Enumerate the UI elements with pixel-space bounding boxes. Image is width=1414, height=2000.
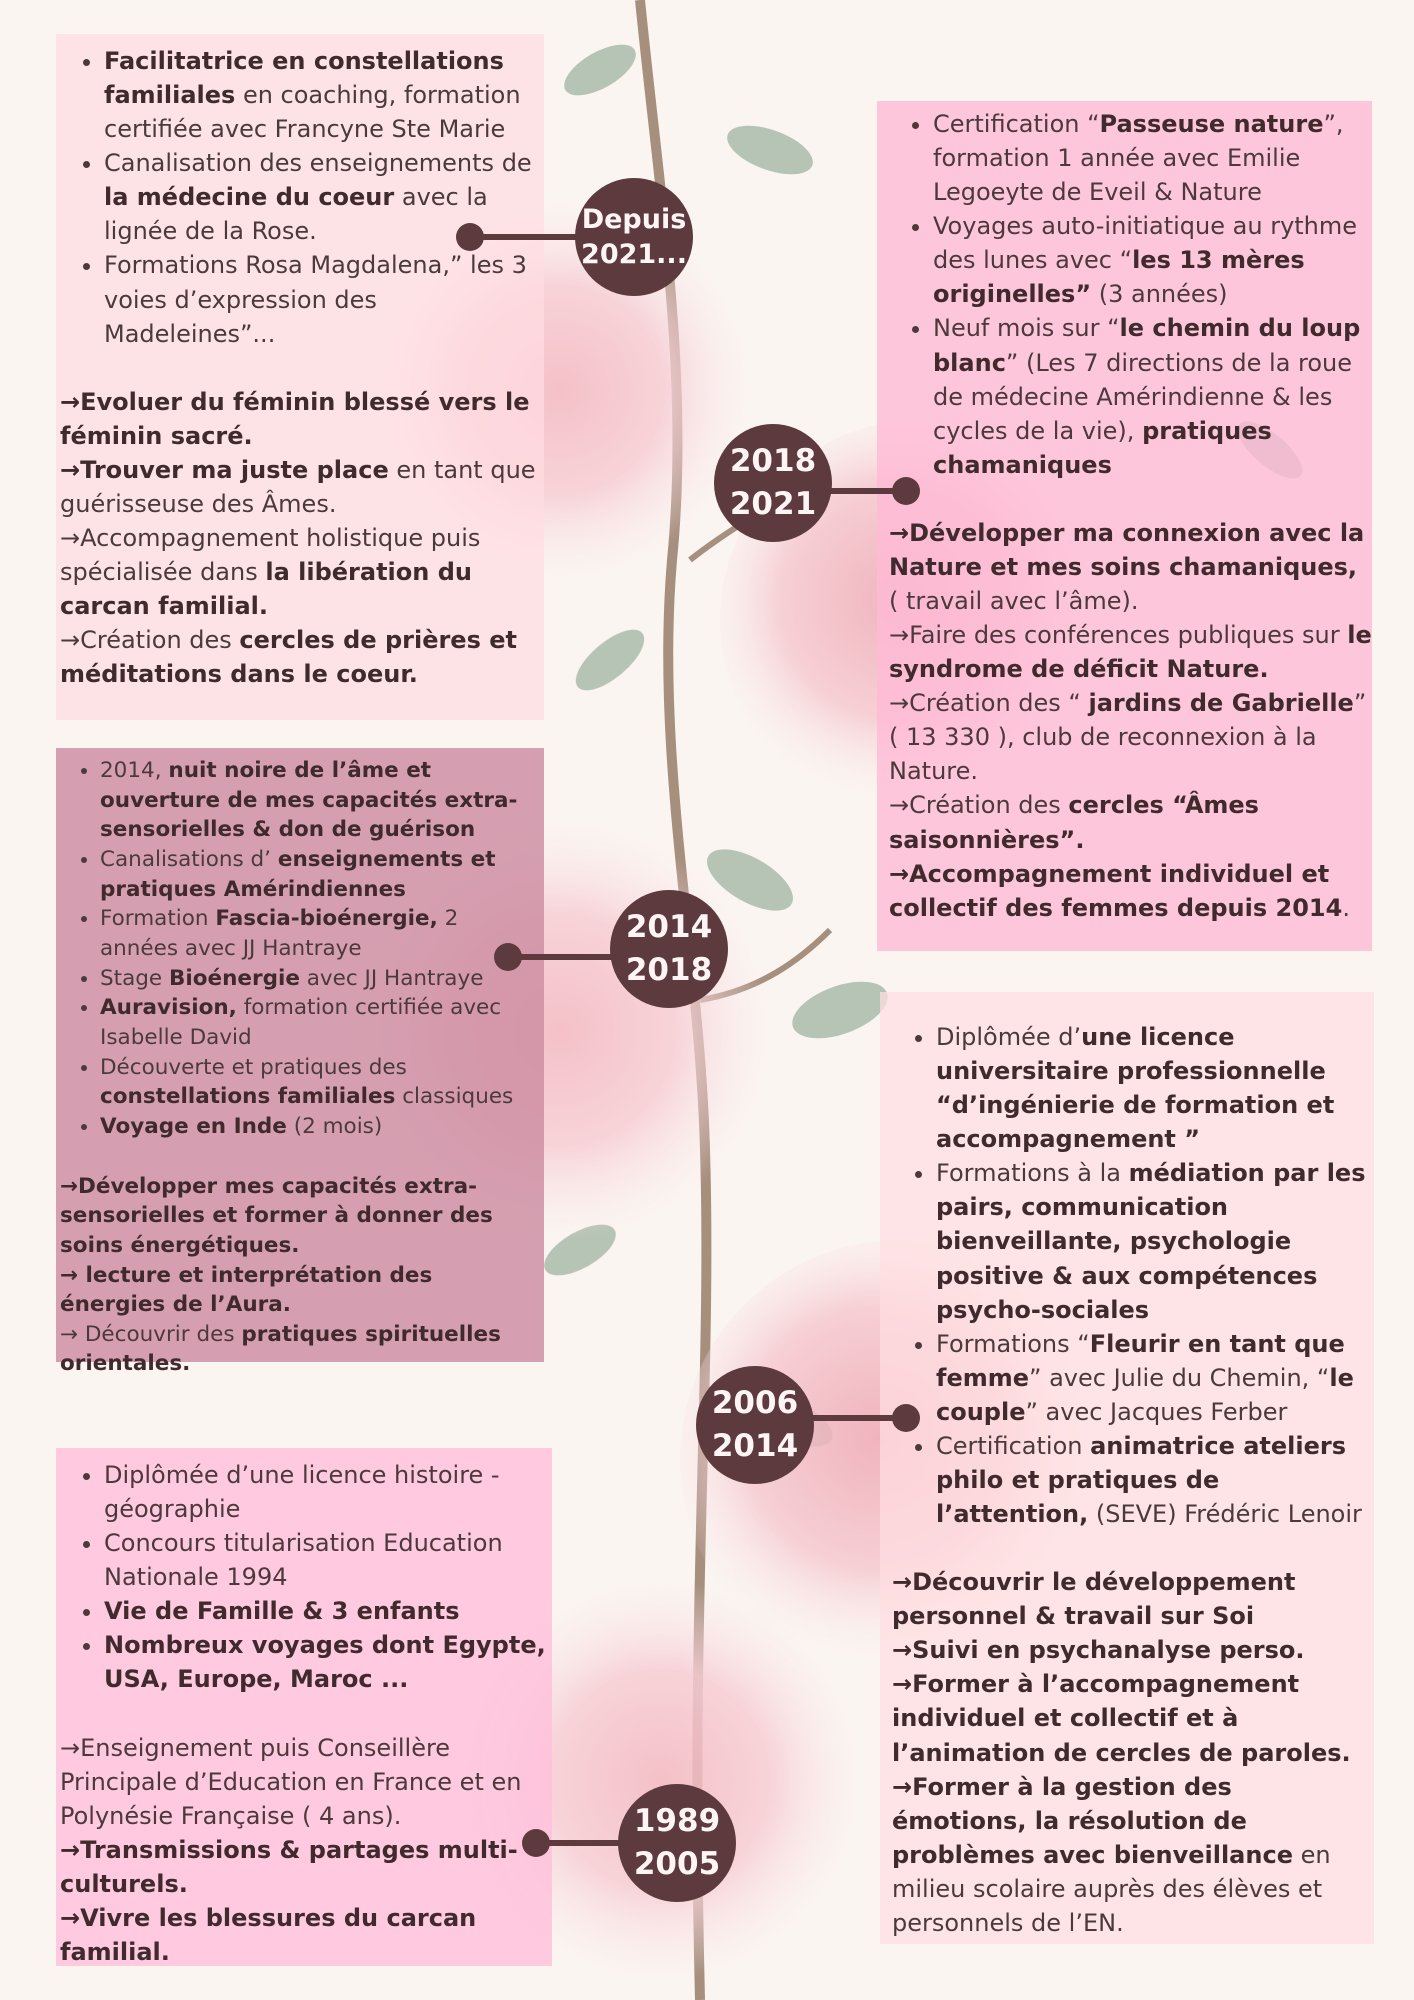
goal-line (892, 1770, 1370, 1940)
training-item (100, 993, 542, 1052)
training-item (100, 904, 542, 963)
emphasis-text: une licence universitaire professionnelle “d’ingénierie de formation et accompagnement ” (936, 1023, 1335, 1154)
body-text: avec JJ Hantraye (299, 965, 484, 991)
goal-line (889, 857, 1372, 925)
period-2014-card (56, 748, 544, 1377)
goal-line (60, 1731, 548, 1833)
badge-2006-line1: 2006 (711, 1385, 799, 1422)
emphasis-text: →Développer mes capacités extra-sensorielles et former à donner des soins énergétiques. (60, 1173, 493, 1258)
training-item (104, 1594, 548, 1628)
period-2014-goals (60, 1172, 542, 1380)
emphasis-text: → lecture et interprétation des énergies de l’Aura. (60, 1262, 433, 1318)
body-text: →Enseignement puis Conseillère Principale d’Education en France et en Polynésie Française ( 4 ans). (60, 1733, 522, 1830)
body-text: →Création des “ (889, 689, 1089, 718)
period-2014-trainings (60, 756, 542, 1142)
body-text: 2 années avec JJ Hantraye (100, 906, 459, 961)
training-item (933, 311, 1372, 481)
period-2006-trainings (892, 1020, 1370, 1531)
emphasis-text: jardins de Gabrielle (1088, 689, 1354, 718)
emphasis-text: pratiques chamaniques (933, 416, 1272, 479)
badge-1989-line2: 2005 (633, 1846, 721, 1882)
body-text: ” ( 13 330 ), club de reconnexion à la Nature. (889, 689, 1367, 786)
body-text: . (1342, 893, 1350, 922)
training-item (936, 1327, 1370, 1429)
emphasis-text: →Former à l’accompagnement individuel et collectif et à l’animation de cercles de paroles. (892, 1670, 1351, 1767)
body-text: Formations Rosa Magdalena,” les 3 voies d’expression des Madeleines”... (104, 251, 527, 348)
goal-line (60, 1261, 542, 1320)
emphasis-text: les 13 mères originelles” (933, 246, 1305, 309)
emphasis-text: →Vivre les blessures du carcan familial. (60, 1903, 477, 1967)
body-text: →Faire des conférences publiques sur (889, 621, 1348, 650)
emphasis-text: enseignements et pratiques Amérindiennes (100, 846, 496, 902)
body-text: formation certifiée avec Isabelle David (100, 995, 502, 1050)
emphasis-text: cercles de prières et méditations dans le coeur. (60, 626, 517, 689)
training-item (104, 248, 538, 350)
emphasis-text: Passeuse nature (1099, 110, 1324, 138)
goal-line (889, 618, 1372, 686)
badge-2014-line1: 2014 (625, 909, 713, 946)
timeline-connector-2006 (800, 1415, 900, 1421)
body-text: →Création des (889, 791, 1069, 820)
emphasis-text: →Trouver ma juste place (60, 455, 389, 484)
badge-2018-line2: 2021 (729, 486, 817, 522)
badge-2006-line2: 2014 (711, 1428, 799, 1464)
emphasis-text: →Découvrir le développement personnel & travail sur Soi (892, 1568, 1296, 1631)
training-item (933, 107, 1372, 209)
training-item (100, 964, 542, 994)
emphasis-text: la libération du carcan familial. (60, 558, 472, 621)
emphasis-text: →Développer ma connexion avec la Nature et mes soins chamaniques, (889, 518, 1365, 581)
timeline-connector-2021 (470, 234, 590, 240)
body-text: ( travail avec l’âme). (889, 587, 1139, 616)
body-text: ”, formation 1 année avec Emilie Legoeyte de Eveil & Nature (933, 110, 1344, 207)
badge-1989-line1: 1989 (633, 1803, 721, 1840)
body-text: Découverte et pratiques des (100, 1054, 407, 1080)
body-text: →Création des (60, 626, 240, 655)
training-item (933, 209, 1372, 311)
emphasis-text: le couple (936, 1363, 1354, 1426)
timeline-badge-2018 (714, 424, 832, 542)
timeline-badge-1989 (618, 1784, 736, 1902)
emphasis-text: le syndrome de déficit Nature. (889, 621, 1372, 684)
body-text: Formations à la (936, 1159, 1129, 1188)
emphasis-text: Vie de Famille & 3 enfants (104, 1597, 460, 1626)
goal-line (60, 623, 538, 691)
goal-line (892, 1565, 1370, 1633)
emphasis-text: le chemin du loup blanc (933, 314, 1361, 377)
body-text: → Découvrir des (60, 1321, 242, 1347)
body-text: 2014, (100, 758, 169, 783)
emphasis-text: Fascia-bioénergie, (215, 906, 438, 932)
body-text: Diplômée d’une licence histoire - géographie (104, 1461, 500, 1524)
goal-line (892, 1633, 1370, 1667)
emphasis-text: Voyage en Inde (100, 1113, 287, 1139)
body-text: Stage (100, 965, 169, 991)
period-2021-trainings (60, 44, 538, 351)
goal-line (60, 1172, 542, 1261)
period-2018-goals (889, 516, 1372, 925)
period-2021-card (56, 34, 544, 720)
body-text: Neuf mois sur “ (933, 314, 1120, 343)
badge-2018-line1: 2018 (729, 443, 817, 480)
goal-line (889, 516, 1372, 618)
training-item (100, 756, 542, 845)
emphasis-text: →Transmissions & partages multi-culturels. (60, 1835, 518, 1898)
goal-line (60, 1833, 548, 1901)
emphasis-text: Fleurir en tant que femme (936, 1329, 1345, 1392)
goal-line (60, 1320, 542, 1379)
emphasis-text: cercles “Âmes saisonnières”. (889, 791, 1259, 854)
body-text: (2 mois) (286, 1113, 383, 1139)
timeline-badge-2006 (696, 1366, 814, 1484)
period-1989-card (56, 1448, 552, 1966)
body-text: ” avec Jacques Ferber (1025, 1397, 1288, 1426)
emphasis-text: →Suivi en psychanalyse perso. (892, 1636, 1305, 1665)
emphasis-text: Bioénergie (168, 965, 300, 991)
body-text: (SEVE) Frédéric Lenoir (1088, 1500, 1362, 1529)
training-item (936, 1156, 1370, 1326)
training-item (100, 1053, 542, 1112)
body-text: Voyages auto-initiatique au rythme des lunes avec “ (933, 212, 1358, 275)
training-item (936, 1429, 1370, 1531)
training-item (104, 44, 538, 146)
goal-line (60, 385, 538, 453)
badge-2014-line2: 2018 (625, 952, 713, 988)
body-text: Certification “ (933, 110, 1100, 138)
goal-line (892, 1667, 1370, 1769)
emphasis-text: la médecine du coeur (104, 183, 395, 212)
goal-line (889, 686, 1372, 788)
goal-line (889, 788, 1372, 856)
training-item (104, 1526, 548, 1594)
body-text: avec la lignée de la Rose. (104, 183, 488, 246)
training-item (936, 1020, 1370, 1156)
body-text: Formation (100, 906, 216, 932)
period-2018-trainings (889, 107, 1372, 482)
body-text: ” (Les 7 directions de la roue de médecine Amérindienne & les cycles de la vie), (933, 348, 1353, 445)
emphasis-text: animatrice ateliers philo et pratiques de l’attention, (936, 1431, 1346, 1529)
body-text: Canalisation des enseignements de (104, 149, 532, 178)
body-text: Concours titularisation Education Nationale 1994 (104, 1529, 503, 1592)
period-2018-card (877, 101, 1372, 951)
emphasis-text: →Evoluer du féminin blessé vers le féminin sacré. (60, 387, 530, 450)
period-1989-goals (60, 1731, 548, 1970)
body-text: classiques (395, 1084, 514, 1110)
training-item (100, 1112, 542, 1142)
training-item (104, 1458, 548, 1526)
body-text: ” avec Julie du Chemin, “ (1029, 1363, 1330, 1392)
period-1989-trainings (60, 1458, 548, 1697)
period-2006-goals (892, 1565, 1370, 1940)
emphasis-text: Auravision, (100, 995, 237, 1021)
body-text: en milieu scolaire auprès des élèves et personnels de l’EN. (892, 1840, 1331, 1937)
emphasis-text: Nombreux voyages dont Egypte, USA, Europe, Maroc ... (104, 1631, 546, 1694)
period-2021-goals (60, 385, 538, 692)
body-text: en coaching, formation certifiée avec Francyne Ste Marie (104, 81, 521, 144)
body-text: Canalisations d’ (100, 846, 278, 872)
emphasis-text: médiation par les pairs, communication bienveillante, psychologie positive & aux compétences psycho-sociales (936, 1159, 1366, 1324)
goal-line (60, 521, 538, 623)
emphasis-text: Facilitatrice en constellations familiales (104, 47, 504, 110)
emphasis-text: pratiques spirituelles orientales. (60, 1321, 501, 1377)
period-2006-card (880, 992, 1374, 1944)
body-text: (3 années) (1091, 280, 1228, 309)
body-text: en tant que guérisseuse des Âmes. (60, 455, 536, 518)
body-text: →Accompagnement holistique puis spécialisée dans (60, 524, 481, 587)
body-text: Certification (936, 1431, 1091, 1460)
training-item (100, 845, 542, 904)
emphasis-text: →Former à la gestion des émotions, la résolution de problèmes avec bienveillance (892, 1772, 1293, 1869)
emphasis-text: constellations familiales (100, 1084, 396, 1110)
emphasis-text: →Accompagnement individuel et collectif des femmes depuis 2014 (889, 859, 1343, 922)
badge-2021-line2: 2021... (581, 239, 687, 270)
training-item (104, 1628, 548, 1696)
timeline-badge-2014 (610, 890, 728, 1008)
body-text: Formations “ (936, 1329, 1090, 1358)
body-text: Diplômée d’ (936, 1023, 1082, 1051)
emphasis-text: nuit noire de l’âme et ouverture de mes capacités extra-sensorielles & don de guérison (100, 758, 518, 843)
badge-2021-line1: Depuis (581, 203, 687, 235)
goal-line (60, 453, 538, 521)
goal-line (60, 1901, 548, 1969)
timeline-badge-2021 (575, 178, 693, 296)
